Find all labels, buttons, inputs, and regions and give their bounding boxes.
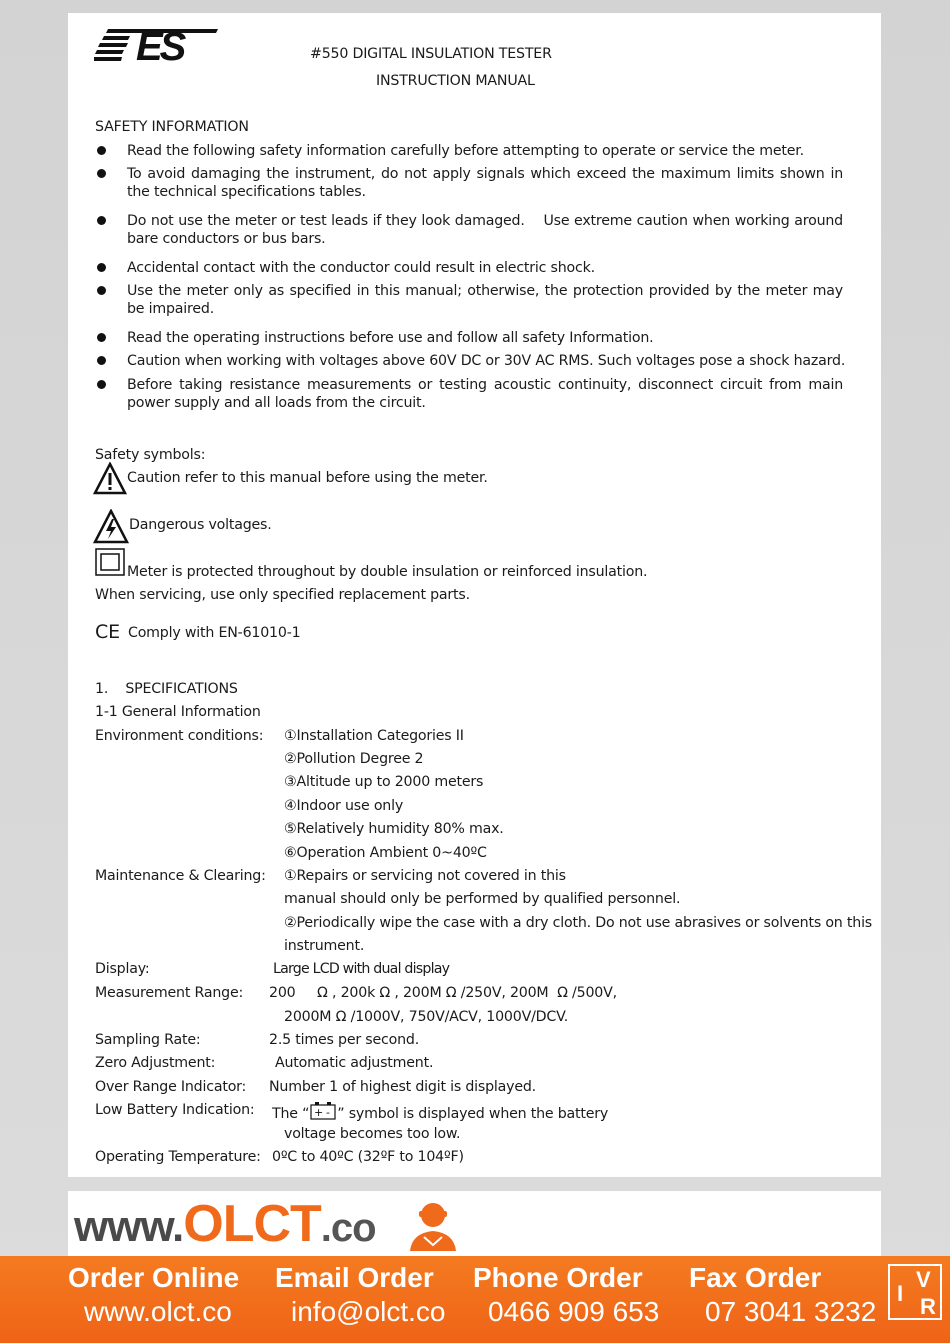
bullet	[97, 286, 106, 295]
high-voltage-icon	[93, 509, 129, 545]
sampling-value: 2.5 times per second.	[269, 1032, 420, 1048]
ce-mark: CE	[95, 621, 120, 643]
phone-order-value[interactable]: 0466 909 653	[488, 1296, 660, 1327]
email-order-title: Email Order	[275, 1262, 434, 1293]
battery-icon	[309, 1101, 337, 1121]
maint-label: Maintenance & Clearing:	[95, 868, 266, 884]
fax-order-title: Fax Order	[689, 1262, 822, 1293]
es-logo	[94, 27, 218, 63]
bullet	[97, 333, 106, 342]
battery-value	[272, 1101, 608, 1123]
env-item: ①Installation Categories II	[284, 728, 464, 744]
range-label: Measurement Range:	[95, 985, 244, 1001]
safety-item: Before taking resistance measurements or testing acoustic continuity, disconnect circuit from main power supply and all loads from the circuit.	[127, 377, 843, 411]
olct-url-logo[interactable]	[74, 1195, 376, 1253]
bullet	[97, 356, 106, 365]
ivr-letter-i: I	[897, 1281, 904, 1306]
safety-item: Use the meter only as specified in this manual; otherwise, the protection provided by the meter may be impaired.	[127, 283, 843, 317]
maint-item: manual should only be performed by qualified personnel.	[284, 891, 681, 907]
phone-order-title: Phone Order	[473, 1262, 643, 1293]
operator-icon	[404, 1197, 462, 1255]
safety-item: Do not use the meter or test leads if they look damaged. Use extreme caution when working around bare conductors or bus bars.	[127, 213, 848, 247]
caution-text: Caution refer to this manual before using the meter.	[127, 470, 488, 486]
safety-item: Read the following safety information carefully before attempting to operate or service the meter.	[127, 143, 804, 159]
maint-item: ②Periodically wipe the case with a dry cloth. Do not use abrasives or solvents on this	[284, 915, 872, 931]
double-insulation-icon	[95, 548, 125, 576]
specs-heading: 1. SPECIFICATIONS	[95, 681, 238, 697]
env-item: ⑥Operation Ambient 0~40ºC	[284, 845, 487, 861]
bullet	[97, 216, 106, 225]
safety-item: Read the operating instructions before use and follow all safety Information.	[127, 330, 654, 346]
maint-item: instrument.	[284, 938, 365, 954]
bullet	[97, 146, 106, 155]
battery-pre: The “	[272, 1106, 310, 1122]
fax-order[interactable]	[689, 1262, 876, 1328]
zero-value: Automatic adjustment.	[275, 1055, 434, 1071]
temp-value: 0ºC to 40ºC (32ºF to 104ºF)	[272, 1149, 464, 1165]
email-order[interactable]	[275, 1262, 446, 1328]
safety-item: Caution when working with voltages above 60V DC or 30V AC RMS. Such voltages pose a shock hazard.	[127, 353, 846, 369]
maint-item: ①Repairs or servicing not covered in this	[284, 868, 566, 884]
manual-page	[68, 13, 881, 1177]
order-bar	[0, 1256, 950, 1343]
warning-triangle-icon	[93, 462, 127, 496]
ivr-badge	[888, 1264, 942, 1320]
fax-order-value[interactable]: 07 3041 3232	[705, 1296, 877, 1327]
doc-subtitle: INSTRUCTION MANUAL	[376, 73, 535, 89]
specs-subheading: 1-1 General Information	[95, 704, 261, 720]
co-text: .co	[320, 1206, 376, 1250]
display-value: Large LCD with dual display	[273, 961, 450, 977]
bullet	[97, 380, 106, 389]
bullet	[97, 263, 106, 272]
double-insulation-text: Meter is protected throughout by double insulation or reinforced insulation.	[127, 564, 648, 580]
battery-post: ” symbol is displayed when the battery	[337, 1106, 609, 1122]
range-value-2: 2000M Ω /1000V, 750V/ACV, 1000V/DCV.	[284, 1009, 569, 1025]
olct-brand: OLCT	[183, 1195, 321, 1253]
battery-label: Low Battery Indication:	[95, 1102, 255, 1118]
order-online-value[interactable]: www.olct.co	[84, 1296, 232, 1327]
svg-text:+: +	[314, 1106, 324, 1119]
danger-text: Dangerous voltages.	[129, 517, 272, 533]
safety-heading: SAFETY INFORMATION	[95, 119, 249, 135]
svg-text:ES: ES	[136, 27, 184, 63]
www-text: www.	[74, 1202, 184, 1251]
phone-order[interactable]	[473, 1262, 659, 1328]
olct-banner[interactable]	[68, 1191, 881, 1257]
over-label: Over Range Indicator:	[95, 1079, 247, 1095]
safety-item: To avoid damaging the instrument, do not apply signals which exceed the maximum limits shown in the technical specifications tables.	[127, 166, 843, 200]
battery-value-2: voltage becomes too low.	[284, 1126, 461, 1142]
email-order-value[interactable]: info@olct.co	[291, 1296, 446, 1327]
doc-title: #550 DIGITAL INSULATION TESTER	[310, 46, 552, 62]
range-value: 200 Ω , 200k Ω , 200M Ω /250V, 200M Ω /500V,	[269, 985, 617, 1001]
sampling-label: Sampling Rate:	[95, 1032, 201, 1048]
order-online[interactable]	[68, 1262, 239, 1328]
ce-text: Comply with EN-61010-1	[128, 625, 301, 641]
safety-item: Accidental contact with the conductor could result in electric shock.	[127, 260, 595, 276]
env-item: ④Indoor use only	[284, 798, 404, 814]
env-label: Environment conditions:	[95, 728, 264, 744]
env-item: ⑤Relatively humidity 80% max.	[284, 821, 504, 837]
over-value: Number 1 of highest digit is displayed.	[269, 1079, 536, 1095]
bullet	[97, 169, 106, 178]
order-online-title: Order Online	[68, 1262, 240, 1293]
ivr-letter-v: V	[916, 1267, 931, 1292]
ivr-letter-r: R	[920, 1294, 936, 1319]
env-item: ③Altitude up to 2000 meters	[284, 774, 484, 790]
display-label: Display:	[95, 961, 150, 977]
servicing-text: When servicing, use only specified replacement parts.	[95, 587, 470, 603]
temp-label: Operating Temperature:	[95, 1149, 261, 1165]
env-item: ②Pollution Degree 2	[284, 751, 424, 767]
symbols-heading: Safety symbols:	[95, 447, 206, 463]
svg-text:-: -	[326, 1106, 331, 1119]
zero-label: Zero Adjustment:	[95, 1055, 216, 1071]
